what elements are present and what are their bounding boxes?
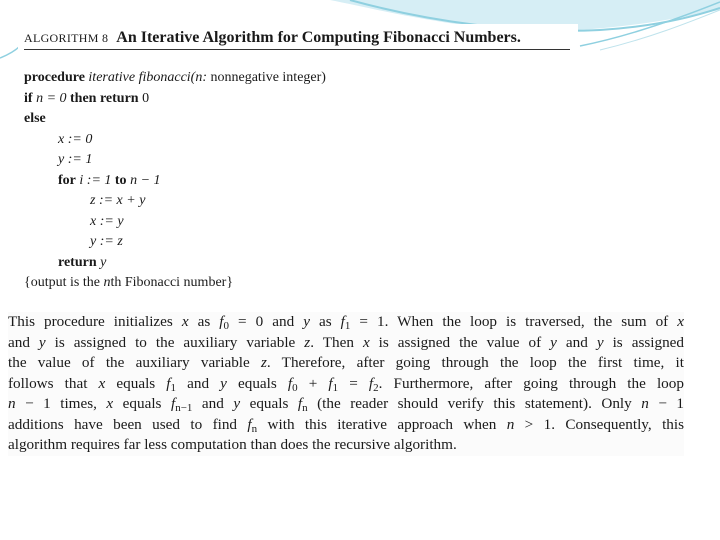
paragraph-line-3: the value of the auxiliary variable z. Therefore, after going through the loop the first time, it [8, 354, 684, 371]
paragraph-line-6: additions have been used to find $f_n$ with this iterative approach when n > 1. Consequently, this [8, 415, 685, 435]
code-line-x-init: x := 0 [58, 131, 93, 147]
code-line-procedure: procedure iterative fibonacci(n: nonnegative integer) [24, 70, 326, 85]
code-line-else: else [24, 111, 46, 126]
header-rule [24, 49, 570, 50]
code-line-if: if n = 0 then return 0 [24, 90, 150, 106]
swoosh-line-left [0, 46, 20, 58]
paragraph-line-5: n − 1 times, x equals $f_{n-1}$ and y equals $f_n$ (the reader should verify this statement). Only n − 1 [8, 395, 684, 414]
code-line-z-assign: z := x + y [90, 193, 146, 208]
paragraph-line-2: and y is assigned to the auxiliary variable z. Then x is assigned the value of y and y is assigned [8, 333, 685, 351]
algorithm-title: An Iterative Algorithm for Computing Fibonacci Numbers. [116, 29, 521, 46]
pseudocode-block [24, 68, 326, 294]
paragraph-line-4: follows that x equals $f_1$ and y equals $f_0 + f_1 = f_2$. Furthermore, after going through the loop [8, 374, 684, 394]
algorithm-header [24, 28, 570, 48]
code-line-y-init: y := 1 [58, 152, 93, 167]
code-line-comment: {output is the nth Fibonacci number} [24, 275, 234, 290]
algorithm-label: ALGORITHM 8 [24, 31, 109, 45]
algorithm-box [18, 24, 578, 292]
code-line-y-assign: y := z [90, 234, 123, 249]
explanation-paragraph [8, 312, 684, 456]
code-line-for: for i := 1 to n − 1 [58, 172, 161, 188]
code-line-return: return y [58, 254, 107, 270]
code-line-x-assign: x := y [90, 213, 124, 229]
paragraph-line-7: algorithm requires far less computation than does the recursive algorithm. [8, 436, 457, 453]
paragraph-line-1: This procedure initializes x as $f_0 = 0$ and y as $f_1 = 1$. When the loop is traversed, the sum of x [8, 313, 684, 332]
